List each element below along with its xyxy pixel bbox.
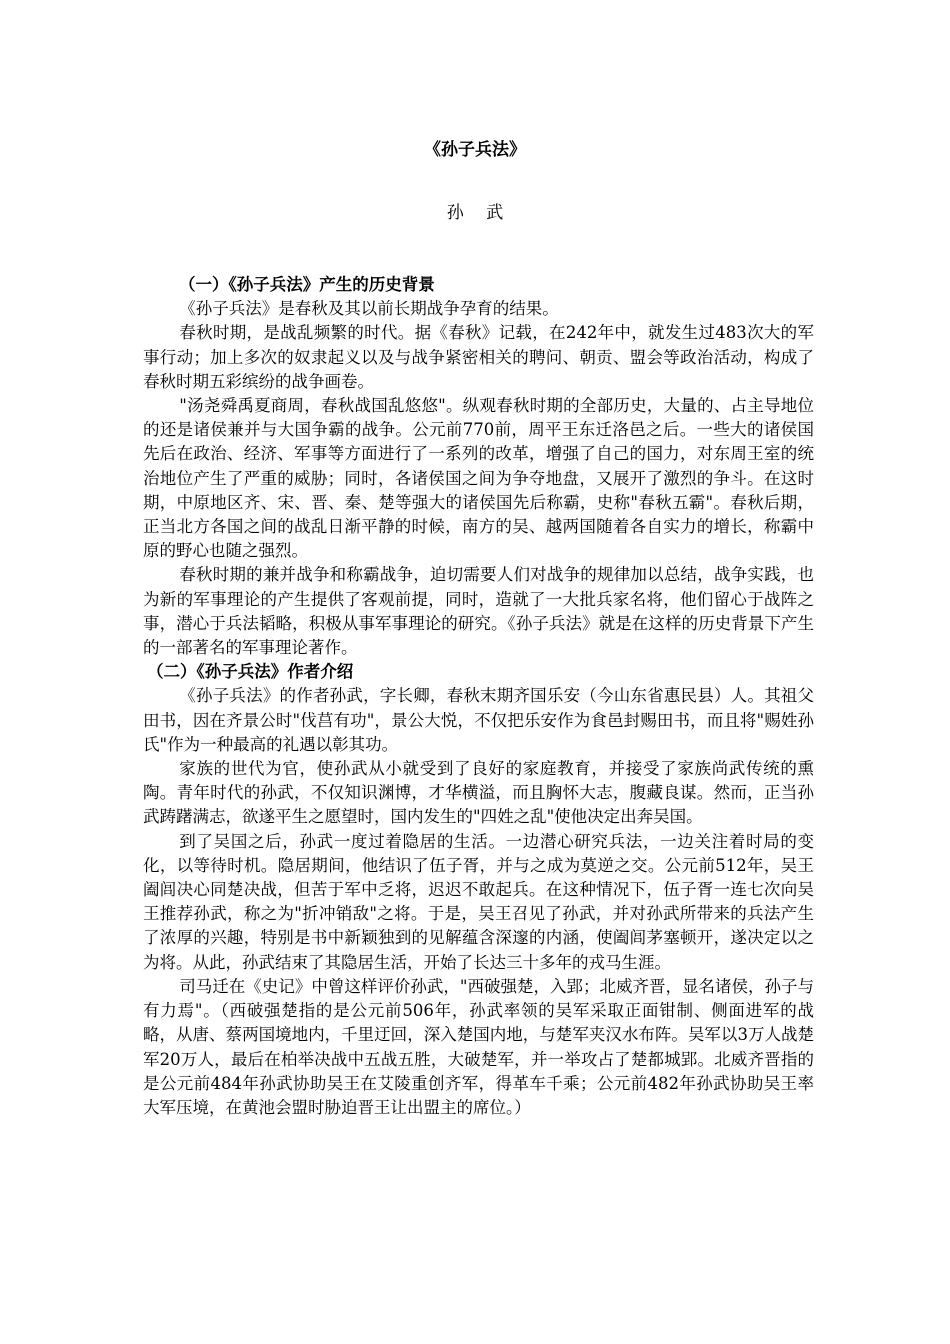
section-heading: （二）《孙子兵法》作者介绍 <box>147 662 354 682</box>
document-title: 《孙子兵法》 <box>424 140 526 160</box>
section-historical-background <box>143 273 814 660</box>
paragraph: 家族的世代为官，使孙武从小就受到了良好的家庭教育，并接受了家族尚武传统的熏陶。青年时代的孙武，不仅知识渊博，才华横溢，而且胸怀大志，腹藏良谋。然而，正当孙武踌躇满志，欲遂平生之愿望时，国内发生的"四姓之乱"使他决定出奔吴国。 <box>143 759 814 827</box>
paragraph: "汤尧舜禹夏商周，春秋战国乱悠悠"。纵观春秋时期的全部历史，大量的、占主导地位的还是诸侯兼并与大国争霸的战争。公元前770前，周平王东迁洛邑之后。一些大的诸侯国先后在政治、经济、军事等方面进行了一系列的改革，增强了自己的国力，对东周王室的统治地位产生了严重的威胁；同时，各诸侯国之间为争夺地盘，又展开了激烈的争斗。在这时期，中原地区齐、宋、晋、秦、楚等强大的诸侯国先后称霸，史称"春秋五霸"。春秋后期，正当北方各国之间的战乱日渐平静的时候，南方的吴、越两国随着各自实力的增长，称霸中原的野心也随之强烈。 <box>143 396 814 561</box>
section-heading: （一）《孙子兵法》产生的历史背景 <box>179 275 435 294</box>
document-author: 孙 武 <box>446 203 512 223</box>
paragraph: 司马迁在《史记》中曾这样评价孙武，"西破强楚，入郢；北威齐晋，显名诸侯，孙子与有力焉"。（西破强楚指的是公元前506年，孙武率领的吴军采取正面钳制、侧面进军的战略，从唐、蔡两国境地内，千里迂回，深入楚国内地，与楚军夹汉水布阵。吴军以3万人战楚军20万人，最后在柏举决战中五战五胜，大破楚军，并一举攻占了楚都城郢。北威齐晋指的是公元前484年孙武协助吴王在艾陵重创齐军，得革车千乘；公元前482年孙武协助吴王率大军压境，在黄池会盟时胁迫晋王让出盟主的席位。） <box>143 976 814 1117</box>
section-author-introduction <box>143 660 814 1120</box>
paragraph: 到了吴国之后，孙武一度过着隐居的生活。一边潜心研究兵法，一边关注着时局的变化，以等待时机。隐居期间，他结识了伍子胥，并与之成为莫逆之交。公元前512年，吴王阖闾决心同楚决战，但苦于军中乏将，迟迟不敢起兵。在这种情况下，伍子胥一连七次向吴王推荐孙武，称之为"折冲销敌"之将。于是，吴王召见了孙武，并对孙武所带来的兵法产生了浓厚的兴趣，特别是书中新颖独到的见解蕴含深邃的内涵，使阖闾茅塞顿开，遂决定以之为将。从此，孙武结束了其隐居生活，开始了长达三十多年的戎马生涯。 <box>143 831 814 972</box>
paragraph: 《孙子兵法》是春秋及其以前长期战争孕育的结果。 <box>179 299 559 319</box>
paragraph: 《孙子兵法》的作者孙武，字长卿，春秋末期齐国乐安（今山东省惠民县）人。其祖父田书，因在齐景公时"伐莒有功"，景公大悦，不仅把乐安作为食邑封赐田书，而且将"赐姓孙氏"作为一种最高的礼遇以彰其功。 <box>143 686 814 754</box>
paragraph: 春秋时期，是战乱频繁的时代。据《春秋》记载，在242年中，就发生过483次大的军事行动；加上多次的奴隶起义以及与战争紧密相关的聘问、朝贡、盟会等政治活动，构成了春秋时期五彩缤纷的战争画卷。 <box>143 323 814 391</box>
document-body <box>143 273 814 1120</box>
paragraph: 春秋时期的兼并战争和称霸战争，迫切需要人们对战争的规律加以总结，战争实践，也为新的军事理论的产生提供了客观前提，同时，造就了一大批兵家名将，他们留心于战阵之事，潜心于兵法韬略，积极从事军事理论的研究。《孙子兵法》就是在这样的历史背景下产生的一部著名的军事理论著作。 <box>143 565 814 658</box>
